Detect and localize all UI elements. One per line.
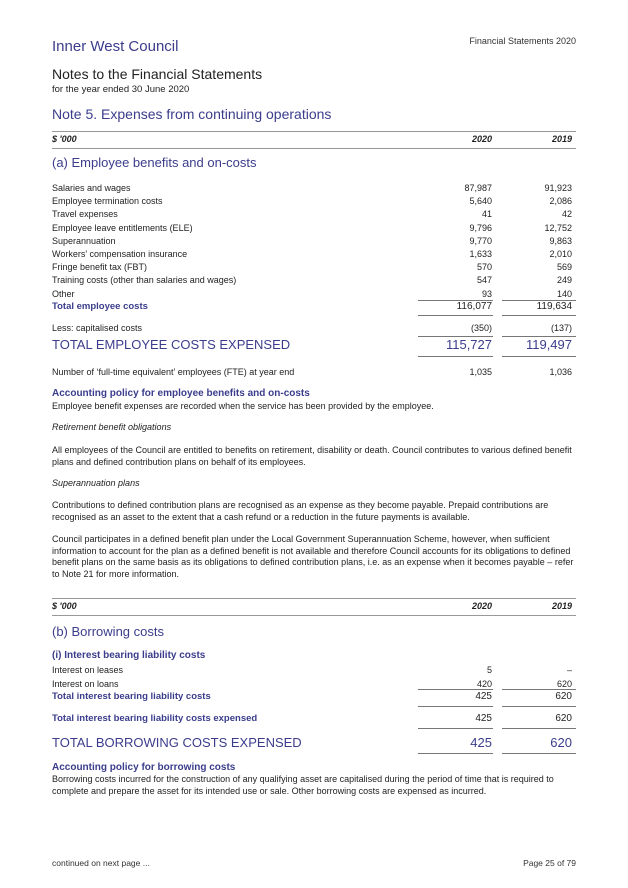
rule xyxy=(418,728,493,729)
row-label: Total interest bearing liability costs expensed xyxy=(52,713,258,724)
total-interest-costs-expensed xyxy=(52,713,576,726)
rule xyxy=(418,315,493,316)
value-2019: 1,036 xyxy=(549,367,572,377)
table-row xyxy=(52,236,576,249)
table-row xyxy=(52,665,576,678)
super-paragraph-2: Council participates in a defined benefit plan under the Local Government Superannuation Scheme, however, when sufficient information to account for the plan as a defined benefit is not available and therefore Council accounts for its obligations to defined benefit plans on the same basis as its obligations to defined contribution plans, i.e. as an expense when it becomes payable – refer to Note 21 for more information. xyxy=(52,534,574,579)
policy-b-text: Borrowing costs incurred for the construction of any qualifying asset are capitalised during the period of time that is required to complete and prepare the asset for its intended use or sale. Other borrowing costs are expensed as incurred. xyxy=(52,774,554,796)
fte-row xyxy=(52,367,576,380)
value-2020: 420 xyxy=(476,678,492,689)
value-2019: 620 xyxy=(556,678,572,689)
row-label: Fringe benefit tax (FBT) xyxy=(52,262,148,273)
value-2020: 5 xyxy=(486,665,492,675)
super-paragraph-1: Contributions to defined contribution plans are recognised as an expense as they become payable. Prepaid contributions are recognised as an asset to the extent that a cash refund or a reduction in the future payments is available. xyxy=(52,500,549,522)
value-2020: 570 xyxy=(476,262,492,273)
value-2020: 5,640 xyxy=(469,196,492,207)
note-heading: Note 5. Expenses from continuing operations xyxy=(52,106,332,122)
table-header-b xyxy=(52,598,576,616)
policy-a-heading: Accounting policy for employee benefits and on-costs xyxy=(52,388,310,399)
value-2020: 9,796 xyxy=(469,222,492,233)
continued-note: continued on next page ... xyxy=(52,858,150,868)
value-2019: 12,752 xyxy=(544,222,572,233)
page-title: Notes to the Financial Statements xyxy=(52,66,263,82)
document-name: Financial Statements 2020 xyxy=(469,36,576,46)
value-2020: 547 xyxy=(476,275,492,286)
row-label: Training costs (other than salaries and wages) xyxy=(52,275,237,286)
value-2019: 9,863 xyxy=(549,235,572,246)
table-row xyxy=(52,249,576,262)
value-2019: 119,634 xyxy=(536,301,572,312)
col-2020: 2020 xyxy=(471,601,492,611)
rule xyxy=(502,336,576,337)
value-2019: 569 xyxy=(556,262,572,273)
retirement-heading: Retirement benefit obligations xyxy=(52,422,172,432)
value-2020: 425 xyxy=(470,735,492,750)
policy-a-intro: Employee benefit expenses are recorded when the service has been provided by the employee. xyxy=(52,401,434,411)
total-interest-costs xyxy=(52,691,576,704)
row-label: Workers' compensation insurance xyxy=(52,249,188,259)
rule xyxy=(418,336,493,337)
rule xyxy=(502,706,576,707)
section-a-title: (a) Employee benefits and on-costs xyxy=(52,155,257,170)
value-2019: 2,086 xyxy=(549,196,572,207)
row-label: Employee leave entitlements (ELE) xyxy=(52,222,193,233)
rule xyxy=(502,356,576,357)
rule xyxy=(502,315,576,316)
value-2020: 93 xyxy=(481,288,492,299)
value-2020: 1,035 xyxy=(469,367,492,377)
table-row xyxy=(52,275,576,288)
org-name: Inner West Council xyxy=(52,38,179,55)
value-2020: 116,077 xyxy=(456,301,492,312)
super-heading: Superannuation plans xyxy=(52,478,140,488)
value-2019: 42 xyxy=(561,209,572,220)
value-2019: (137) xyxy=(550,323,572,333)
row-label: Interest on loans xyxy=(52,678,119,689)
value-2020: 87,987 xyxy=(464,183,492,193)
rule xyxy=(418,689,493,690)
value-2020: 425 xyxy=(475,691,492,702)
rule xyxy=(502,300,576,301)
value-2019: 91,923 xyxy=(544,183,572,193)
row-label: Superannuation xyxy=(52,235,116,246)
value-2020: 41 xyxy=(481,209,492,220)
value-2019: – xyxy=(566,665,572,675)
value-2019: 620 xyxy=(555,691,572,702)
value-2020: 9,770 xyxy=(469,235,492,246)
value-2019: 249 xyxy=(556,275,572,286)
row-label: Number of ‘full-time equivalent’ employees (FTE) at year end xyxy=(52,367,295,377)
section-b-title: (b) Borrowing costs xyxy=(52,624,164,639)
row-label: Employee termination costs xyxy=(52,196,163,207)
value-2020: 115,727 xyxy=(445,337,492,352)
page-number: Page 25 of 79 xyxy=(523,858,576,868)
policy-b-heading: Accounting policy for borrowing costs xyxy=(52,762,236,773)
row-label: Total employee costs xyxy=(52,301,148,312)
table-row xyxy=(52,209,576,222)
retirement-paragraph: All employees of the Council are entitled to benefits on retirement, disability or death. Council contributes to various defined benefit plans and defined contribution plans on behalf of its employees. xyxy=(52,445,572,467)
rule xyxy=(418,356,493,357)
table-row xyxy=(52,183,576,196)
value-2019: 620 xyxy=(555,713,572,724)
total-employee-costs-expensed xyxy=(52,337,576,355)
row-label: TOTAL BORROWING COSTS EXPENSED xyxy=(52,735,302,750)
col-2019: 2019 xyxy=(551,601,572,611)
rule xyxy=(418,706,493,707)
rule xyxy=(418,753,493,754)
less-capitalised xyxy=(52,323,576,336)
row-label: Total interest bearing liability costs xyxy=(52,691,211,702)
table-row xyxy=(52,196,576,209)
row-label: Travel expenses xyxy=(52,209,118,220)
row-label: Less: capitalised costs xyxy=(52,323,143,333)
table-row xyxy=(52,679,576,692)
value-2020: (350) xyxy=(470,323,492,333)
section-b-subheading: (i) Interest bearing liability costs xyxy=(52,650,206,661)
row-label: Other xyxy=(52,288,75,299)
row-label: TOTAL EMPLOYEE COSTS EXPENSED xyxy=(52,337,291,352)
table-row xyxy=(52,289,576,302)
value-2020: 425 xyxy=(475,713,492,724)
table-header-a xyxy=(52,131,576,149)
total-borrowing-costs-expensed xyxy=(52,735,576,753)
table-row xyxy=(52,223,576,236)
row-label: Salaries and wages xyxy=(52,183,131,193)
rule xyxy=(502,753,576,754)
row-label: Interest on leases xyxy=(52,665,124,675)
unit-label: $ '000 xyxy=(52,601,77,611)
rule xyxy=(502,728,576,729)
unit-label: $ '000 xyxy=(52,134,77,144)
col-2019: 2019 xyxy=(551,134,572,144)
period-label: for the year ended 30 June 2020 xyxy=(52,84,190,95)
rule xyxy=(502,689,576,690)
value-2020: 1,633 xyxy=(469,249,492,259)
rule xyxy=(418,300,493,301)
value-2019: 140 xyxy=(556,288,572,299)
table-row xyxy=(52,262,576,275)
value-2019: 620 xyxy=(550,735,572,750)
value-2019: 2,010 xyxy=(549,249,572,259)
value-2019: 119,497 xyxy=(525,337,572,352)
col-2020: 2020 xyxy=(471,134,492,144)
total-employee-costs xyxy=(52,301,576,314)
